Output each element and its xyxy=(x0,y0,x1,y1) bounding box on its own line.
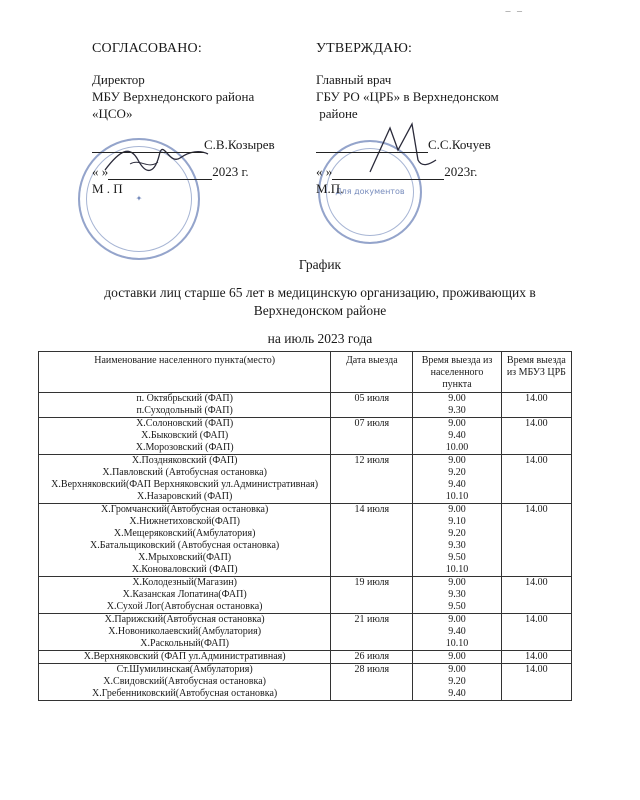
cell-depart-mbuz: 14.00 xyxy=(501,664,571,701)
approval-right-date-suffix: 2023г. xyxy=(444,164,478,179)
depart-time: 9.40 xyxy=(448,430,466,441)
table-row xyxy=(39,651,572,664)
depart-time: 9.20 xyxy=(448,528,466,539)
schedule-table xyxy=(38,351,572,701)
place-name: Х.Колодезный(Магазин) xyxy=(132,577,237,588)
approval-left-stamp-label: М . П xyxy=(92,181,123,196)
document-period: на июль 2023 года xyxy=(267,331,373,346)
approval-left-signer: С.В.Козырев xyxy=(204,137,275,152)
place-name: п. Октябрьский (ФАП) xyxy=(136,393,233,404)
cell-depart-mbuz: 14.00 xyxy=(501,393,571,418)
approval-left-line: МБУ Верхнедонского района xyxy=(92,89,255,104)
cell-date: 07 июля xyxy=(331,418,413,455)
approval-right xyxy=(316,40,536,197)
depart-time: 9.50 xyxy=(448,601,466,612)
header-place: Наименование населенного пункта(место) xyxy=(39,352,331,393)
cell-places xyxy=(39,393,331,418)
place-name: Х.Солоновский (ФАП) xyxy=(136,418,234,429)
approval-left-date-prefix: « » xyxy=(92,164,109,179)
seal-right-text: Для документов xyxy=(335,187,405,196)
place-name: Х.Казанская Лопатина(ФАП) xyxy=(122,589,247,600)
cell-depart-times xyxy=(413,418,501,455)
table-row xyxy=(39,393,572,418)
depart-time: 9.00 xyxy=(448,418,466,429)
cell-places xyxy=(39,614,331,651)
header-depart-mbuz: Время выезда из МБУЗ ЦРБ xyxy=(501,352,571,393)
cell-date: 28 июля xyxy=(331,664,413,701)
place-name: Х.Парижский(Автобусная остановка) xyxy=(104,614,265,625)
cell-depart-times xyxy=(413,577,501,614)
depart-time: 9.30 xyxy=(448,405,466,416)
approval-left-line: Директор xyxy=(92,72,145,87)
place-name: Х.Громчанский(Автобусная остановка) xyxy=(101,504,269,515)
seal-left-text: ✦ xyxy=(135,194,143,203)
table-row xyxy=(39,614,572,651)
table-row xyxy=(39,577,572,614)
depart-time: 9.00 xyxy=(448,577,466,588)
depart-time: 10.10 xyxy=(445,491,469,502)
place-name: Ст.Шумилинская(Амбулатория) xyxy=(116,664,253,675)
approval-right-stamp-label: М.П. xyxy=(316,181,344,196)
document-title: График xyxy=(298,257,342,272)
cell-depart-times xyxy=(413,614,501,651)
approval-right-date-prefix: « » xyxy=(316,164,333,179)
approval-right-date-line xyxy=(316,163,536,180)
cell-depart-times xyxy=(413,664,501,701)
place-name: Х.Верхняковский (ФАП ул.Административная) xyxy=(83,651,286,662)
cell-depart-mbuz: 14.00 xyxy=(501,614,571,651)
scan-mark: ‒ ‒ xyxy=(505,6,524,17)
table-row xyxy=(39,455,572,504)
depart-time: 9.00 xyxy=(448,664,466,675)
place-name: Х.Раскольный(ФАП) xyxy=(140,638,230,649)
approval-left-signature-line xyxy=(92,136,312,153)
cell-places xyxy=(39,455,331,504)
cell-places xyxy=(39,664,331,701)
document-title-block xyxy=(40,256,600,348)
approval-right-line: районе xyxy=(316,106,358,121)
cell-depart-mbuz: 14.00 xyxy=(501,455,571,504)
approval-left-heading: СОГЛАСОВАНО: xyxy=(92,41,202,56)
cell-places xyxy=(39,577,331,614)
depart-time: 9.40 xyxy=(448,479,466,490)
depart-time: 9.00 xyxy=(448,455,466,466)
place-name: Х.Нижнетиховской(ФАП) xyxy=(129,516,240,527)
document-subtitle: доставки лиц старше 65 лет в медицинскую организацию, проживающих в Верхнедонском районе xyxy=(104,285,536,318)
approval-left-line: «ЦСО» xyxy=(92,106,133,121)
depart-time: 9.00 xyxy=(448,651,466,662)
depart-time: 9.40 xyxy=(448,688,466,699)
place-name: п.Суходольный (ФАП) xyxy=(136,405,233,416)
depart-time: 9.20 xyxy=(448,467,466,478)
place-name: Х.Мрыховский(ФАП) xyxy=(138,552,232,563)
place-name: Х.Сухой Лог(Автобусная остановка) xyxy=(106,601,263,612)
approval-right-line: Главный врач xyxy=(316,72,392,87)
place-name: Х.Мещеряковский(Амбулатория) xyxy=(113,528,256,539)
depart-time: 9.00 xyxy=(448,614,466,625)
table-header-row xyxy=(39,352,572,393)
cell-date: 21 июля xyxy=(331,614,413,651)
header-depart: Время выезда из населенного пункта xyxy=(413,352,501,393)
cell-date: 14 июля xyxy=(331,504,413,577)
place-name: Х.Свидовский(Автобусная остановка) xyxy=(103,676,266,687)
cell-depart-times xyxy=(413,455,501,504)
place-name: Х.Быковский (ФАП) xyxy=(141,430,229,441)
depart-time: 9.30 xyxy=(448,540,466,551)
cell-places xyxy=(39,651,331,664)
place-name: Х.Морозовский (ФАП) xyxy=(135,442,234,453)
cell-depart-times xyxy=(413,393,501,418)
cell-depart-times xyxy=(413,651,501,664)
cell-depart-mbuz: 14.00 xyxy=(501,504,571,577)
cell-places xyxy=(39,418,331,455)
approval-right-line: ГБУ РО «ЦРБ» в Верхнедонском xyxy=(316,89,499,104)
depart-time: 10.10 xyxy=(445,564,469,575)
place-name: Х.Новониколаевский(Амбулатория) xyxy=(108,626,262,637)
approval-right-heading: УТВЕРЖДАЮ: xyxy=(316,41,413,56)
cell-depart-mbuz: 14.00 xyxy=(501,418,571,455)
table-row xyxy=(39,418,572,455)
place-name: Х.Верхняковский(ФАП Верхняковский ул.Административная) xyxy=(51,479,319,490)
depart-time: 10.00 xyxy=(445,442,469,453)
approval-left-date-suffix: 2023 г. xyxy=(212,164,249,179)
table-row xyxy=(39,504,572,577)
depart-time: 9.00 xyxy=(448,393,466,404)
place-name: Х.Назаровский (ФАП) xyxy=(136,491,233,502)
cell-places xyxy=(39,504,331,577)
approval-right-signer: С.С.Кочуев xyxy=(428,137,491,152)
header-date: Дата выезда xyxy=(331,352,413,393)
depart-time: 10.10 xyxy=(445,638,469,649)
approval-left xyxy=(92,40,312,197)
depart-time: 9.40 xyxy=(448,626,466,637)
depart-time: 9.20 xyxy=(448,676,466,687)
place-name: Х.Батальщиковский (Автобусная остановка) xyxy=(90,540,280,551)
approval-right-signature-line xyxy=(316,136,536,153)
depart-time: 9.00 xyxy=(448,504,466,515)
cell-date: 19 июля xyxy=(331,577,413,614)
approval-left-date-line xyxy=(92,163,312,180)
depart-time: 9.30 xyxy=(448,589,466,600)
place-name: Х.Поздняковский (ФАП) xyxy=(131,455,238,466)
place-name: Х.Гребенниковский(Автобусная остановка) xyxy=(92,688,278,699)
depart-time: 9.10 xyxy=(448,516,466,527)
depart-time: 9.50 xyxy=(448,552,466,563)
place-name: Х.Павловский (Автобусная остановка) xyxy=(102,467,267,478)
cell-depart-mbuz: 14.00 xyxy=(501,577,571,614)
cell-date: 26 июля xyxy=(331,651,413,664)
schedule-body xyxy=(39,393,572,701)
cell-date: 12 июля xyxy=(331,455,413,504)
table-row xyxy=(39,664,572,701)
cell-depart-times xyxy=(413,504,501,577)
place-name: Х.Коноваловский (ФАП) xyxy=(131,564,238,575)
cell-date: 05 июля xyxy=(331,393,413,418)
cell-depart-mbuz: 14.00 xyxy=(501,651,571,664)
